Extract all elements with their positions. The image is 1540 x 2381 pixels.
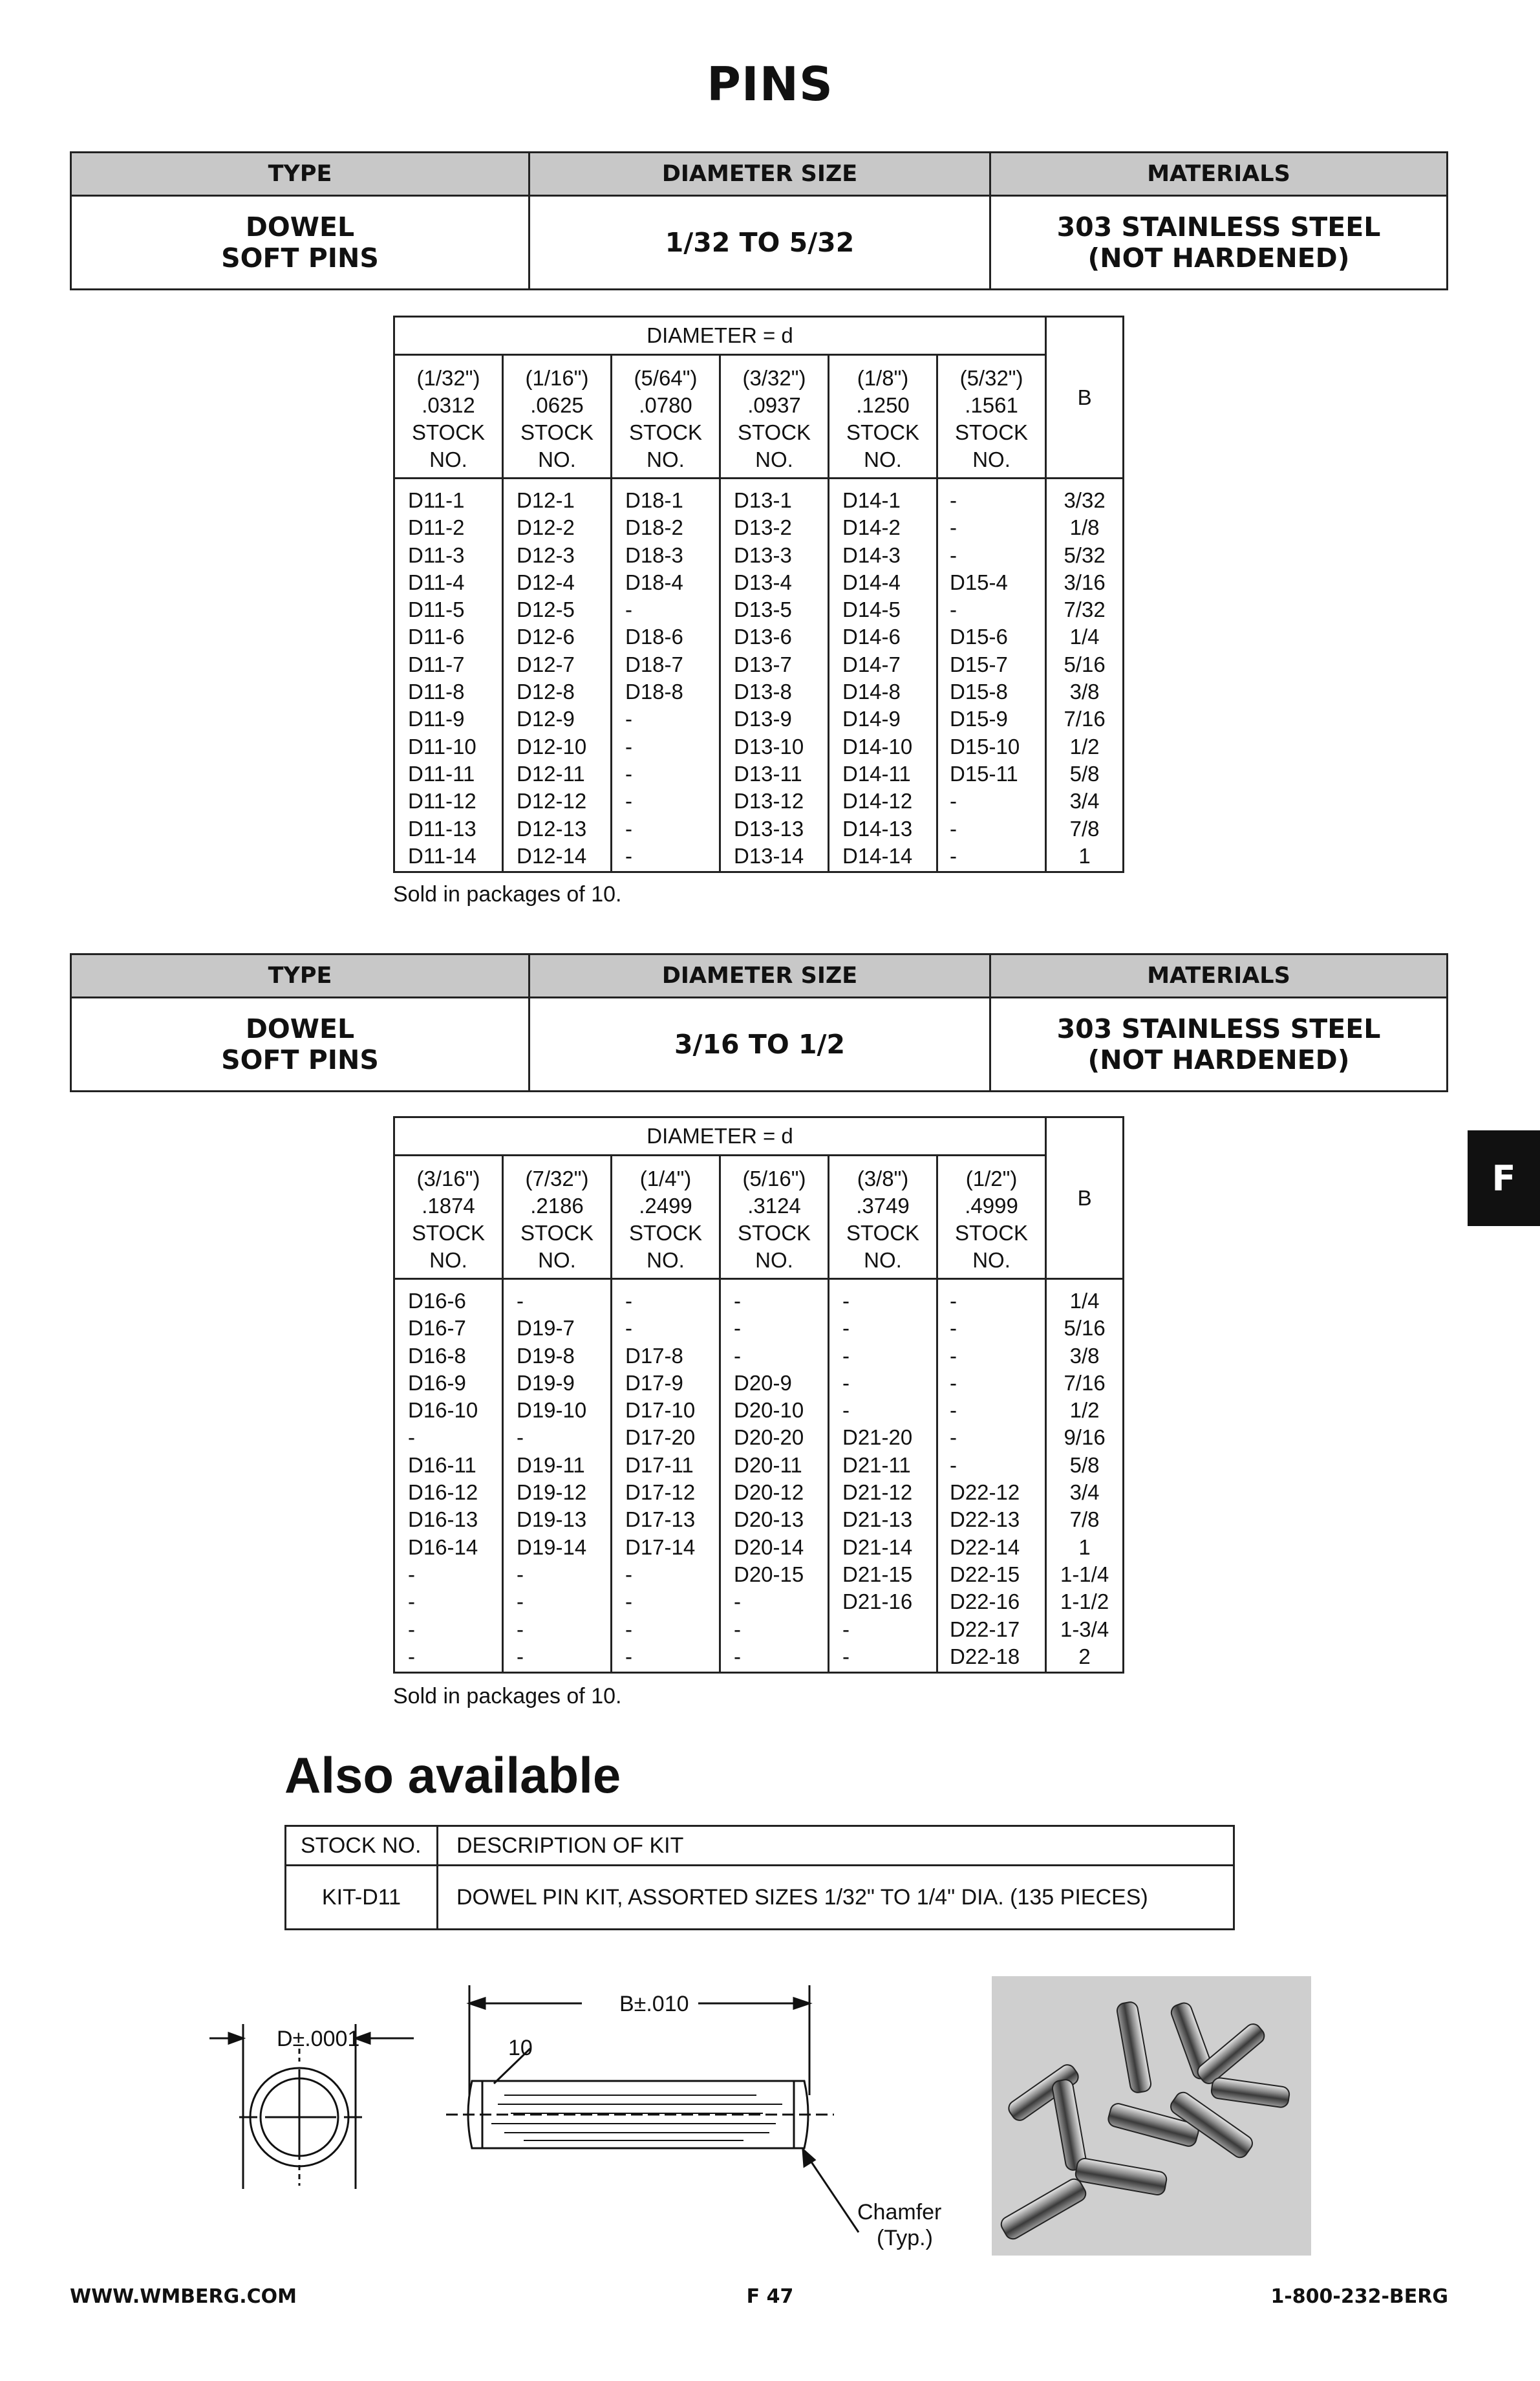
package-note: Sold in packages of 10. — [393, 1684, 622, 1708]
stock-table-1 — [393, 316, 1124, 873]
pin-drawing — [200, 1966, 963, 2270]
spec-material-line2: (NOT HARDENED) — [1087, 242, 1350, 274]
angle-label: 10 — [508, 2036, 533, 2060]
footer-phone: 1-800-232-BERG — [1270, 2285, 1448, 2308]
page-title: PINS — [707, 57, 833, 111]
spec-type-line1: DOWEL — [245, 1013, 355, 1044]
section-tab: F — [1468, 1130, 1540, 1226]
spec-type — [71, 196, 529, 290]
stock-column: - - - - - D21-20 D21-11 D21-12 D21-13 D21-14 D21-15 D21-16 - - — [829, 1279, 937, 1673]
chamfer-label-line2: (Typ.) — [877, 2226, 933, 2250]
stock-column: - - D17-8 D17-9 D17-10 D17-20 D17-11 D17-12 D17-13 D17-14 - - - - — [612, 1279, 720, 1673]
spec-header-diameter: DIAMETER SIZE — [529, 153, 990, 196]
column-header: (5/16") .3124 STOCK NO. — [720, 1156, 829, 1279]
spec-header-type: TYPE — [71, 954, 529, 998]
also-available-heading: Also available — [284, 1747, 621, 1804]
chamfer-label-line1: Chamfer — [857, 2200, 942, 2225]
footer-page-number: F 47 — [746, 2285, 794, 2308]
stock-column: - - - D20-9 D20-10 D20-20 D20-11 D20-12 D20-13 D20-14 D20-15 - - - — [720, 1279, 829, 1673]
spec-material — [990, 196, 1448, 290]
stock-column: D13-1 D13-2 D13-3 D13-4 D13-5 D13-6 D13-7 D13-8 D13-9 D13-10 D13-11 D13-12 D13-13 D13-14 — [720, 479, 829, 872]
kit-header-stock: STOCK NO. — [286, 1826, 438, 1866]
kit-stock-no: KIT-D11 — [286, 1866, 438, 1930]
diameter-title: DIAMETER = d — [394, 317, 1046, 355]
b-column: 1/4 5/16 3/8 7/16 1/2 9/16 5/8 3/4 7/8 1 1-1/4 1-1/2 1-3/4 2 — [1046, 1279, 1124, 1673]
stock-column: D14-1 D14-2 D14-3 D14-4 D14-5 D14-6 D14-7 D14-8 D14-9 D14-10 D14-11 D14-12 D14-13 D14-14 — [829, 479, 937, 872]
spec-material — [990, 998, 1448, 1092]
diameter-title: DIAMETER = d — [394, 1117, 1046, 1156]
stock-column: - - - - - - - D22-12 D22-13 D22-14 D22-15 D22-16 D22-17 D22-18 — [937, 1279, 1046, 1673]
b-column: 3/32 1/8 5/32 3/16 7/32 1/4 5/16 3/8 7/16 1/2 5/8 3/4 7/8 1 — [1046, 479, 1124, 872]
pins-photo — [992, 1976, 1311, 2256]
spec-type-line2: SOFT PINS — [221, 1044, 379, 1075]
column-header: (3/16") .1874 STOCK NO. — [394, 1156, 503, 1279]
spec-header-materials: MATERIALS — [990, 153, 1448, 196]
column-header: (5/64") .0780 STOCK NO. — [612, 355, 720, 479]
column-header: (1/2") .4999 STOCK NO. — [937, 1156, 1046, 1279]
spec-header-type: TYPE — [71, 153, 529, 196]
footer-website: WWW.WMBERG.COM — [70, 2285, 297, 2308]
spec-material-line1: 303 STAINLESS STEEL — [1056, 211, 1381, 242]
spec-header-materials: MATERIALS — [990, 954, 1448, 998]
stock-column: D16-6 D16-7 D16-8 D16-9 D16-10 - D16-11 D16-12 D16-13 D16-14 - - - - — [394, 1279, 503, 1673]
spec-type-line2: SOFT PINS — [221, 242, 379, 274]
spec-table-2 — [70, 953, 1448, 1092]
spec-type-line1: DOWEL — [245, 211, 355, 242]
column-header: (3/32") .0937 STOCK NO. — [720, 355, 829, 479]
stock-column: - D19-7 D19-8 D19-9 D19-10 - D19-11 D19-12 D19-13 D19-14 - - - - — [503, 1279, 612, 1673]
arrow-left-icon — [469, 1998, 485, 2009]
column-header: (1/8") .1250 STOCK NO. — [829, 355, 937, 479]
spec-type — [71, 998, 529, 1092]
column-header: (1/16") .0625 STOCK NO. — [503, 355, 612, 479]
d-label: D±.0001 — [277, 2027, 360, 2051]
kit-table — [284, 1825, 1235, 1930]
spec-diameter: 1/32 TO 5/32 — [529, 196, 990, 290]
b-header: B — [1046, 317, 1124, 479]
column-header: (7/32") .2186 STOCK NO. — [503, 1156, 612, 1279]
spec-material-line2: (NOT HARDENED) — [1087, 1044, 1350, 1075]
b-header: B — [1046, 1117, 1124, 1279]
column-header: (1/4") .2499 STOCK NO. — [612, 1156, 720, 1279]
stock-column: D12-1 D12-2 D12-3 D12-4 D12-5 D12-6 D12-7 D12-8 D12-9 D12-10 D12-11 D12-12 D12-13 D12-14 — [503, 479, 612, 872]
arrow-right-icon — [229, 2033, 243, 2043]
spec-header-diameter: DIAMETER SIZE — [529, 954, 990, 998]
spec-material-line1: 303 STAINLESS STEEL — [1056, 1013, 1381, 1044]
spec-table-1 — [70, 151, 1448, 290]
stock-column: D18-1 D18-2 D18-3 D18-4 - D18-6 D18-7 D18-8 - - - - - - — [612, 479, 720, 872]
stock-column: - - - D15-4 - D15-6 D15-7 D15-8 D15-9 D15-10 D15-11 - - - — [937, 479, 1046, 872]
stock-table-2 — [393, 1116, 1124, 1674]
package-note: Sold in packages of 10. — [393, 882, 622, 907]
kit-header-description: DESCRIPTION OF KIT — [438, 1826, 1234, 1866]
column-header: (1/32") .0312 STOCK NO. — [394, 355, 503, 479]
spec-diameter: 3/16 TO 1/2 — [529, 998, 990, 1092]
column-header: (5/32") .1561 STOCK NO. — [937, 355, 1046, 479]
arrow-right-icon — [794, 1998, 809, 2009]
b-label: B±.010 — [619, 1992, 689, 2016]
stock-column: D11-1 D11-2 D11-3 D11-4 D11-5 D11-6 D11-7 D11-8 D11-9 D11-10 D11-11 D11-12 D11-13 D11-14 — [394, 479, 503, 872]
kit-description: DOWEL PIN KIT, ASSORTED SIZES 1/32" TO 1/4" DIA. (135 PIECES) — [438, 1866, 1234, 1930]
column-header: (3/8") .3749 STOCK NO. — [829, 1156, 937, 1279]
